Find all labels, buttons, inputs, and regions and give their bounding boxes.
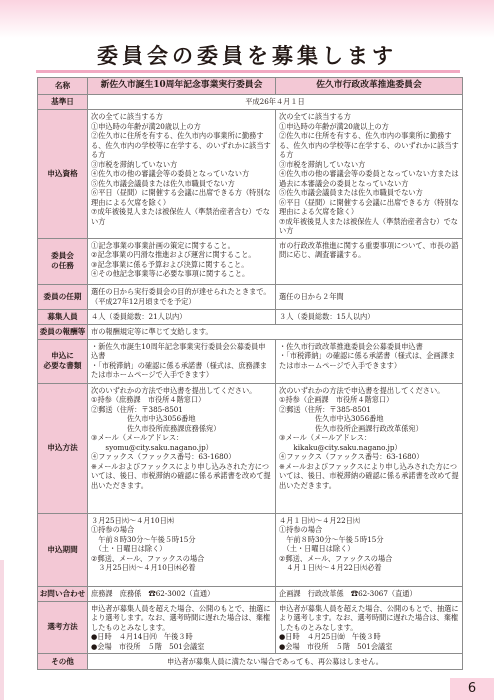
hoho-col2: 次のいずれかの方法で申込書を提出してください。 ①持参（企画課 市役所４階窓口） ②郵送（住所：〒385-8501 佐久市中込3056番地 佐久市役所企画課行政改革係宛） ③メール（メールアドレス： kikaku@city.saku.nagano.jp） ④ファックス（ファックス番号：63-1680） ※メールおよびファックスにより申し込みされた方については、後日、市税滞納の確認に係る承諾書を改めて提出いただきます。 — [276, 383, 463, 513]
row-senko — [38, 601, 463, 654]
shikaku-col1: 次の全てに該当する方 ①申込時の年齢が満20歳以上の方 ②佐久市に住所を有する、佐久市内の事業所に勤務する、佐久市内の学校等に在学する、のいずれかに該当する方 ③市税を滞納していない方 ④佐久市の他の審議会等の委員となっていない方 ⑤佐久市議会議員または佐久市職員でない方 ⑥平日（昼間）に開催する会議に出席できる方（特別な理由による欠席を除く） ⑦成年被後見人または被保佐人（準禁治産者含む）でない方 — [88, 110, 276, 239]
top-pink-band — [0, 0, 494, 38]
ninmu-col2: 市の行政改革推進に関する重要事項について、市長の諮問に応じ、調査審議する。 — [276, 238, 463, 284]
row-kikan — [38, 513, 463, 586]
ninmu-col1: ①記念事業の事業計画の策定に関すること。 ②記念事業の円滑な推進および運営に関すること。 ③記念事業に係る予算および決算に関すること。 ④その他記念事業等に必要な事項に関すること。 — [88, 238, 276, 284]
boshu-col2: ３人（委員総数：15人以内） — [276, 309, 463, 324]
label-name: 名称 — [38, 78, 88, 95]
kikan-col1: ３月25日㈫～４月10日㈭ ①持参の場合 午前８時30分～午後５時15分 （土・日曜日は除く） ②郵送、メール、ファックスの場合 ３月25日㈫～４月10日㈭必着 — [88, 513, 276, 586]
row-kijunbi — [38, 95, 463, 110]
label-shorui: 申込に 必要な書類 — [38, 339, 88, 383]
label-hoshu: 委員の報酬等 — [38, 324, 88, 339]
boshu-col1: ４人（委員総数：21人以内） — [88, 309, 276, 324]
row-shorui — [38, 339, 463, 383]
kijunbi-value: 平成26年４月１日 — [88, 95, 463, 110]
shorui-col1: ・新佐久市誕生10周年記念事業実行委員会公募委員申込書 ・「市税滞納」の確認に係る承諾書（様式は、庶務課または市ホームページで入手できます） — [88, 339, 276, 383]
senko-col2: 申込者が募集人員を超えた場合、公開のもとで、抽選により選考します。なお、選考時間に遅れた場合は、棄権したものとみなします。 ●日時 ４月25日㈮ 午後３時 ●会場 市役所 ５階 501会議室 — [276, 601, 463, 654]
label-kikan: 申込期間 — [38, 513, 88, 586]
label-ninmu: 委員会 の任務 — [38, 238, 88, 284]
page-number: 6 — [450, 678, 494, 700]
row-toiawase — [38, 586, 463, 601]
page-title: 委員会の委員を募集します — [97, 43, 397, 68]
label-shikaku: 申込資格 — [38, 110, 88, 239]
toiawase-col2: 企画課 行政改革係 ☎62-3067（直通） — [276, 586, 463, 601]
label-boshu: 募集人員 — [38, 309, 88, 324]
row-boshu — [38, 309, 463, 324]
label-kijunbi: 基準日 — [38, 95, 88, 110]
row-ninki — [38, 284, 463, 309]
sonota-value: 申込者が募集人員に満たない場合であっても、再公募はしません。 — [88, 654, 463, 670]
committee-name-2: 佐久市行政改革推進委員会 — [276, 78, 463, 95]
row-hoho — [38, 383, 463, 513]
row-ninmu — [38, 238, 463, 284]
senko-col1: 申込者が募集人員を超えた場合、公開のもとで、抽選により選考します。なお、選考時間に遅れた場合は、棄権したものとみなします。 ●日時 ４月14日㈪ 午後３時 ●会場 市役所 ５階 501会議室 — [88, 601, 276, 654]
label-senko: 選考方法 — [38, 601, 88, 654]
row-name — [38, 78, 463, 95]
toiawase-col1: 庶務課 庶務係 ☎62-3002（直通） — [88, 586, 276, 601]
label-ninki: 委員の任期 — [38, 284, 88, 309]
left-edge-decoration — [0, 560, 4, 700]
shikaku-col2: 次の全てに該当する方 ①申込時の年齢が満20歳以上の方 ②佐久市に住所を有する、佐久市内の事業所に勤務する、佐久市内の学校等に在学する、のいずれかに該当する方 ③市税を滞納していない方 ④佐久市の他の審議会等の委員となっていない方または過去に本審議会の委員となっていない方 ⑤佐久市議会議員または佐久市職員でない方 ⑥平日（昼間）に開催する会議に出席できる方（特別な理由による欠席を除く） ⑦成年被後見人または被保佐人（準禁治産者含む）でない方 — [276, 110, 463, 239]
ninki-col2: 選任の日から２年間 — [276, 284, 463, 309]
hoshu-value: 市の報酬規定等に準じて支給します。 — [88, 324, 463, 339]
committee-name-1: 新佐久市誕生10周年記念事業実行委員会 — [88, 78, 276, 95]
row-sonota — [38, 654, 463, 670]
label-sonota: その他 — [38, 654, 88, 670]
label-toiawase: お問い合わせ — [38, 586, 88, 601]
ninki-col1: 選任の日から実行委員会の目的が達せられたときまで。（平成27年12月頃までを予定） — [88, 284, 276, 309]
label-hoho: 申込方法 — [38, 383, 88, 513]
row-shikaku — [38, 110, 463, 239]
kikan-col2: ４月１日㈫～４月22日㈫ ①持参の場合 午前８時30分～午後５時15分 （土・日曜日は除く） ②郵送、メール、ファックスの場合 ４月１日㈫～４月22日㈫必着 — [276, 513, 463, 586]
shorui-col2: ・佐久市行政改革推進委員会公募委員申込書 ・「市税滞納」の確認に係る承諾書（様式は、企画課または市ホームページで入手できます） — [276, 339, 463, 383]
title-underline — [36, 70, 460, 73]
row-hoshu — [38, 324, 463, 339]
recruitment-table — [37, 77, 463, 670]
hoho-col1: 次のいずれかの方法で申込書を提出してください。 ①持参（庶務課 市役所４階窓口） ②郵送（住所：〒385-8501 佐久市中込3056番地 佐久市役所庶務課庶務係宛） ③メール（メールアドレス： syomu@city.saku.nagano.jp） ④ファックス（ファックス番号：63-1680） ※メールおよびファックスにより申し込みされた方については、後日、市税滞納の確認に係る承諾書を改めて提出いただきます。 — [88, 383, 276, 513]
